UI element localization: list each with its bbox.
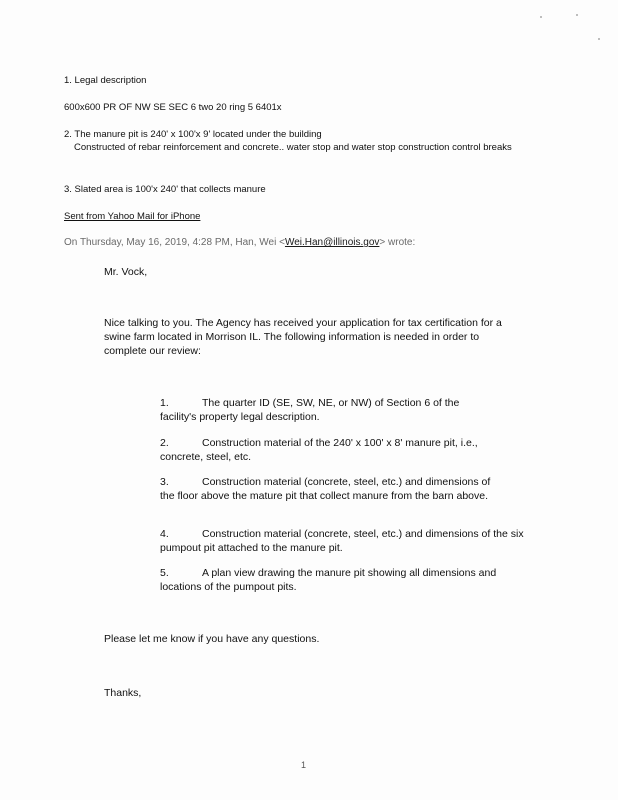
request-item-1	[160, 396, 490, 424]
signoff: Thanks,	[104, 687, 142, 699]
request-item-4	[160, 527, 532, 555]
request-item-number: 4.	[160, 528, 169, 540]
scan-speck	[598, 38, 600, 40]
legal-code: 600x600 PR OF NW SE SEC 6 two 20 ring 5 6401x	[64, 102, 282, 113]
quote-header	[64, 236, 415, 249]
item-1-legal-description: 1. Legal description	[64, 75, 147, 86]
page-number: 1	[301, 760, 307, 770]
quote-header-prefix: On Thursday, May 16, 2019, 4:28 PM, Han, Wei <	[64, 237, 285, 248]
salutation: Mr. Vock,	[104, 266, 148, 278]
request-item-3	[160, 475, 504, 503]
request-item-number: 1.	[160, 397, 169, 409]
scan-speck	[576, 14, 578, 16]
quote-header-suffix: > wrote:	[379, 237, 416, 248]
request-item-number: 3.	[160, 476, 169, 488]
sent-from-link[interactable]: Sent from Yahoo Mail for iPhone	[64, 211, 201, 222]
item-2-construction-detail: Constructed of rebar reinforcement and concrete.. water stop and water stop construction control breaks	[74, 142, 512, 153]
scan-speck	[540, 16, 542, 18]
sender-email-link[interactable]: Wei.Han@illinois.gov	[284, 237, 380, 248]
request-item-text: Construction material of the 240' x 100' x 8' manure pit, i.e., concrete, steel, etc.	[160, 437, 478, 463]
request-item-text: The quarter ID (SE, SW, NE, or NW) of Section 6 of the facility's property legal description.	[160, 397, 460, 423]
closing-question: Please let me know if you have any questions.	[104, 633, 320, 645]
request-item-text: Construction material (concrete, steel, etc.) and dimensions of the floor above the mature pit that collect manure from the barn above.	[160, 476, 491, 502]
intro-paragraph: Nice talking to you. The Agency has received your application for tax certification for a swine farm located in Morrison IL. The following information is needed in order to complete our review:	[104, 317, 502, 357]
request-item-2	[160, 436, 504, 464]
request-item-5	[160, 566, 504, 594]
request-item-text: A plan view drawing the manure pit showing all dimensions and locations of the pumpout pits.	[160, 567, 497, 593]
item-3-slated-area: 3. Slated area is 100'x 240' that collects manure	[64, 184, 266, 195]
request-item-number: 2.	[160, 437, 169, 449]
request-item-number: 5.	[160, 567, 169, 579]
item-2-manure-pit: 2. The manure pit is 240' x 100'x 9' located under the building	[64, 129, 322, 140]
request-item-text: Construction material (concrete, steel, etc.) and dimensions of the six pumpout pit attached to the manure pit.	[160, 528, 524, 554]
